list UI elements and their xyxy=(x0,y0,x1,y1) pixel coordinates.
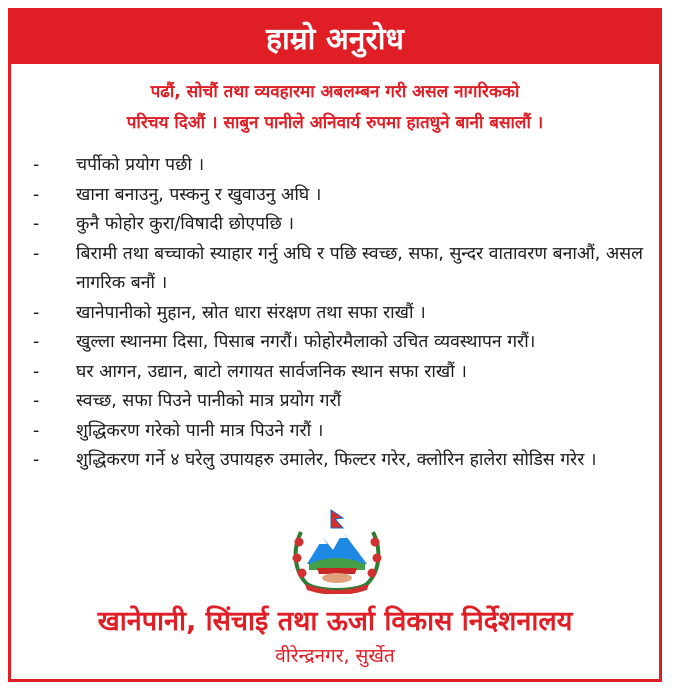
organization-location: वीरेन्द्रनगर, सुर्खेत xyxy=(275,645,395,667)
list-item xyxy=(11,210,659,240)
list-dash: - xyxy=(33,214,40,234)
list-item-text: खुल्ला स्थानमा दिसा, पिसाब नगरौं। फोहोरमैलाको उचित व्यवस्थापन गरौं। xyxy=(76,332,536,352)
list-item-text: खाना बनाउनु, पस्कनु र खुवाउनु अघि । xyxy=(76,184,322,205)
nepal-emblem-icon xyxy=(287,508,387,594)
list-item-text: कुनै फोहोर कुरा/विषादी छोएपछि । xyxy=(76,214,295,234)
organization-name: खानेपानी, सिंचाई तथा ऊर्जा विकास निर्देशनालय xyxy=(97,606,573,637)
list-dash: - xyxy=(33,361,40,382)
notice-title: हाम्रो अनुरोध xyxy=(266,22,404,57)
list-dash: - xyxy=(33,450,40,470)
list-dash: - xyxy=(33,302,40,323)
list-item-text: घर आगन, उद्यान, बाटो लगायत सार्वजनिक स्थान सफा राखौं । xyxy=(76,361,467,382)
list-item-text: खानेपानीको मुहान, स्रोत धारा संरक्षण तथा सफा राखौं । xyxy=(76,302,426,323)
list-item-text: शुद्धिकरण गर्ने ४ घरेलु उपायहरु उमालेर, फिल्टर गरेर, क्लोरिन हालेरा सोडिस गरेर । xyxy=(76,450,597,470)
guideline-list xyxy=(11,151,659,476)
list-item-text: बिरामी तथा बच्चाको स्याहार गर्नु अघि र पछि स्वच्छ, सफा, सुन्दर वातावरण बनाऔं, असल नागरिक बनौं । xyxy=(76,243,643,293)
list-dash: - xyxy=(33,332,40,352)
list-dash: - xyxy=(33,155,40,175)
list-item xyxy=(11,240,659,299)
list-item xyxy=(11,299,659,329)
list-item xyxy=(11,446,659,476)
intro-line-2: परिचय दिऔं । साबुन पानीले अनिवार्य रुपमा हातधुने बानी बसालौं । xyxy=(126,113,544,133)
intro-line-1: पढौं, सोचौं तथा व्यवहारमा अबलम्बन गरी असल नागरिकको xyxy=(150,82,520,102)
list-dash: - xyxy=(33,184,40,205)
list-item-text: चर्पीको प्रयोग पछी । xyxy=(76,155,205,175)
list-item xyxy=(11,387,659,417)
list-item xyxy=(11,358,659,388)
list-dash: - xyxy=(33,243,40,264)
list-item-text: स्वच्छ, सफा पिउने पानीको मात्र प्रयोग गरौं xyxy=(76,391,342,411)
list-dash: - xyxy=(33,391,40,411)
list-item-text: शुद्धिकरण गरेको पानी मात्र पिउने गरौं । xyxy=(76,420,324,441)
list-item xyxy=(11,328,659,358)
intro-text xyxy=(21,77,649,139)
list-dash: - xyxy=(33,420,40,441)
list-item xyxy=(11,181,659,211)
notice-frame xyxy=(8,8,662,682)
notice-header xyxy=(11,11,659,64)
list-item xyxy=(11,151,659,181)
list-item xyxy=(11,417,659,447)
